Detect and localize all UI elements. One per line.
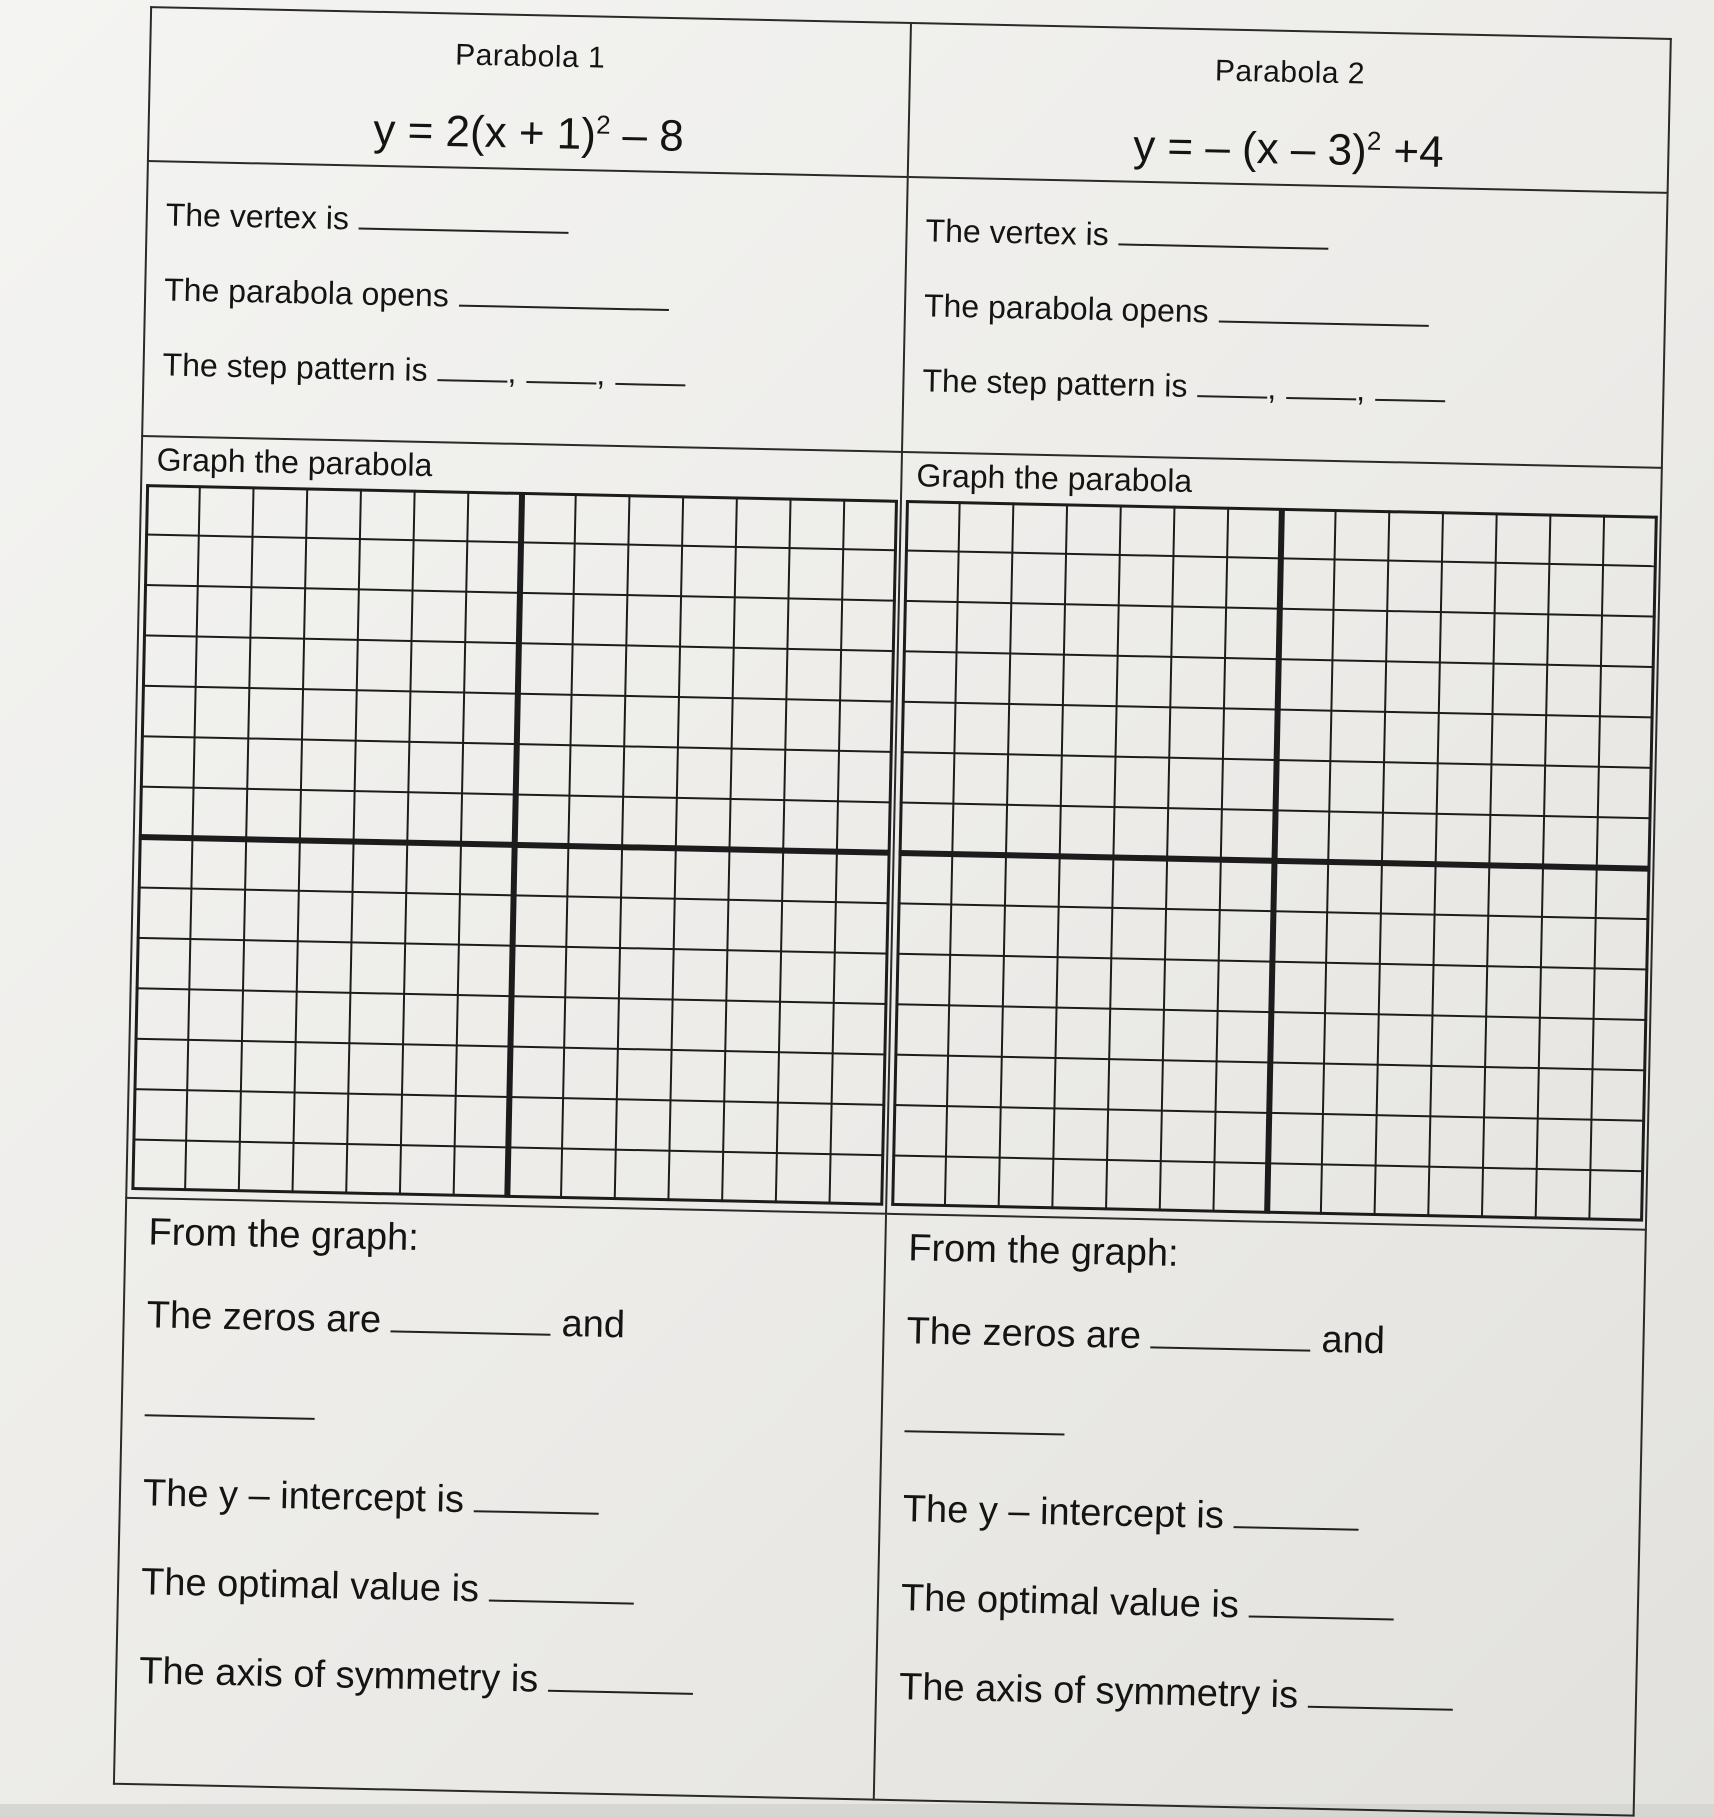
optimal-line	[901, 1577, 1616, 1635]
equation-suffix: +4	[1380, 126, 1445, 177]
zeros-line	[906, 1310, 1621, 1368]
worksheet-sheet	[113, 6, 1670, 1805]
graph-label: Graph the parabola	[156, 441, 433, 484]
step-comma: ,	[1267, 369, 1277, 406]
zeros-second-line	[144, 1383, 859, 1441]
graph-area	[887, 500, 1660, 1222]
zero-blank-2[interactable]	[904, 1429, 1064, 1435]
opens-label: The parabola opens	[163, 271, 450, 314]
parabola-2-info	[902, 177, 1668, 468]
parabola-1-from-graph	[114, 1198, 886, 1800]
vertex-label: The vertex is	[925, 212, 1110, 253]
step-label: The step pattern is	[922, 362, 1188, 404]
axis-blank[interactable]	[1308, 1705, 1453, 1711]
parabola-1-header	[148, 7, 911, 177]
step-blank-3[interactable]	[615, 382, 685, 386]
parabola-2-header	[908, 23, 1671, 193]
optimal-label: The optimal value is	[140, 1561, 480, 1611]
step-comma: ,	[1355, 371, 1366, 408]
parabola-1-graph-cell	[126, 436, 902, 1214]
axis-line	[139, 1650, 854, 1708]
equation-suffix: – 8	[609, 110, 685, 161]
zeros-second-line	[904, 1399, 1619, 1457]
zero-blank-1[interactable]	[391, 1329, 551, 1335]
step-comma: ,	[596, 355, 606, 392]
zeros-line	[146, 1294, 861, 1352]
graph-grid[interactable]	[131, 484, 898, 1206]
step-comma: ,	[507, 353, 517, 390]
and-label: and	[561, 1302, 626, 1347]
zero-blank-2[interactable]	[145, 1413, 315, 1420]
parabola-2-graph-cell	[886, 452, 1662, 1230]
zeros-label: The zeros are	[906, 1310, 1142, 1358]
opens-label: The parabola opens	[923, 287, 1210, 330]
step-label: The step pattern is	[162, 346, 429, 388]
optimal-label: The optimal value is	[900, 1577, 1240, 1627]
zeros-label: The zeros are	[146, 1294, 382, 1342]
optimal-blank[interactable]	[489, 1599, 634, 1605]
axis-line	[899, 1666, 1614, 1724]
step-line	[922, 362, 1645, 414]
y-intercept-label: The y – intercept is	[142, 1472, 465, 1521]
step-blank-3[interactable]	[1375, 398, 1445, 402]
parabola-1-title: Parabola 1	[454, 38, 606, 75]
y-intercept-blank[interactable]	[1234, 1525, 1359, 1531]
axis-blank[interactable]	[548, 1689, 693, 1695]
step-blank-1[interactable]	[1197, 394, 1267, 398]
vertex-label: The vertex is	[165, 196, 350, 237]
vertex-line	[165, 196, 888, 248]
zero-blank-1[interactable]	[1151, 1345, 1311, 1351]
step-blank-2[interactable]	[526, 380, 596, 384]
equation-prefix: y = 2(x + 1)	[372, 105, 597, 160]
equation-prefix: y = – (x – 3)	[1132, 121, 1368, 176]
axis-label: The axis of symmetry is	[898, 1666, 1299, 1717]
vertex-blank[interactable]	[1119, 242, 1329, 249]
y-intercept-label: The y – intercept is	[902, 1488, 1225, 1537]
opens-line	[164, 271, 887, 323]
and-label: and	[1321, 1318, 1386, 1363]
graph-area	[127, 484, 900, 1206]
parabola-1-info	[142, 161, 908, 452]
vertex-line	[925, 212, 1648, 264]
y-intercept-line	[902, 1488, 1617, 1546]
vertex-blank[interactable]	[359, 227, 569, 234]
from-graph-heading: From the graph:	[907, 1227, 1180, 1275]
y-intercept-line	[143, 1472, 858, 1530]
axis-label: The axis of symmetry is	[138, 1650, 539, 1701]
opens-blank[interactable]	[1218, 320, 1428, 327]
step-line	[162, 346, 885, 398]
y-intercept-blank[interactable]	[474, 1509, 599, 1515]
parabola-1-equation	[149, 100, 908, 167]
worksheet-table	[113, 6, 1672, 1816]
optimal-blank[interactable]	[1249, 1614, 1394, 1620]
equation-exponent: 2	[1366, 125, 1382, 156]
step-blank-2[interactable]	[1286, 396, 1356, 400]
parabola-2-equation	[909, 116, 1668, 183]
opens-line	[924, 287, 1647, 339]
opens-blank[interactable]	[459, 304, 669, 311]
parabola-2-from-graph	[874, 1214, 1646, 1816]
graph-grid[interactable]	[891, 500, 1658, 1222]
step-blank-1[interactable]	[437, 378, 507, 382]
parabola-2-title: Parabola 2	[1214, 54, 1366, 91]
optimal-line	[141, 1561, 856, 1619]
from-graph-heading: From the graph:	[148, 1211, 420, 1259]
graph-label: Graph the parabola	[916, 457, 1193, 500]
equation-exponent: 2	[595, 109, 611, 140]
